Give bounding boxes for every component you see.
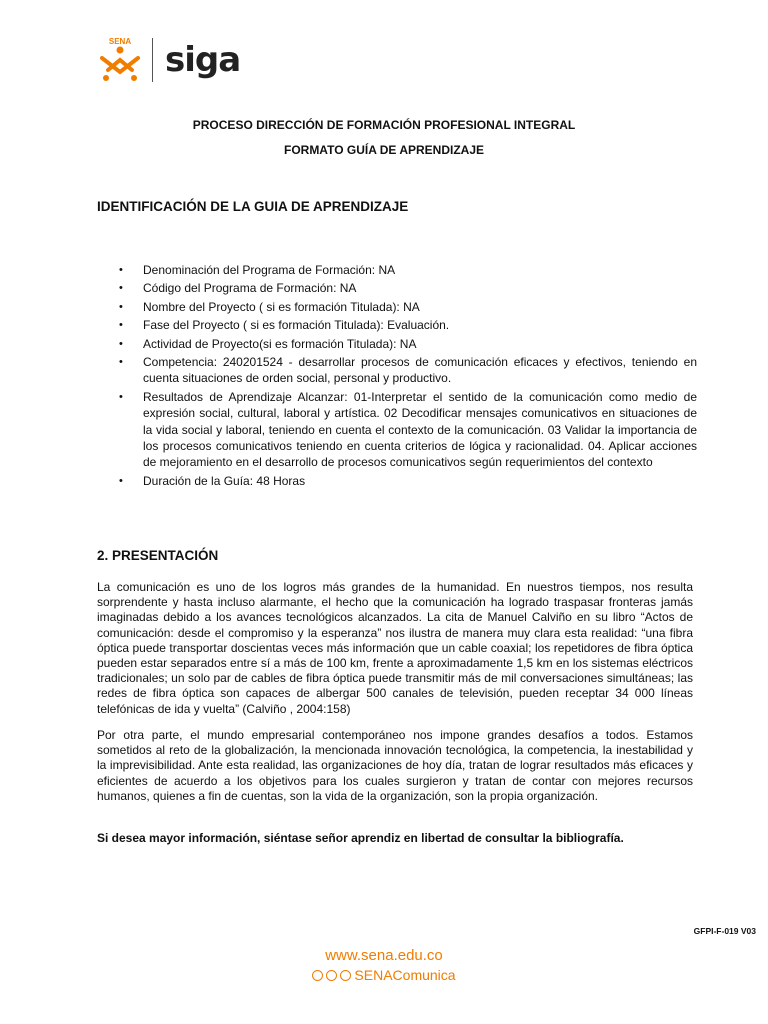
list-item: • Código del Programa de Formación: NA [97, 280, 697, 296]
youtube-icon[interactable] [326, 970, 337, 981]
list-item: • Nombre del Proyecto ( si es formación Titulada): NA [97, 299, 697, 315]
header-logo [96, 36, 240, 84]
identification-heading: IDENTIFICACIÓN DE LA GUIA DE APRENDIZAJE [97, 199, 409, 214]
list-item: • Fase del Proyecto ( si es formación Titulada): Evaluación. [97, 317, 697, 333]
list-item: • Denominación del Programa de Formación: NA [97, 262, 697, 278]
siga-logo: siga [165, 40, 241, 80]
bibliography-note: Si desea mayor información, siéntase señor aprendiz en libertad de consultar la bibliografía. [97, 831, 624, 845]
presentation-paragraph-1: La comunicación es uno de los logros más grandes de la humanidad. En nuestros tiempos, nos resulta sorprendente y hasta incluso alarmante, el hecho que la comunicación ha logrado traspasar fronteras jamás imaginadas debido a los avances tecnológicos alcanzados. La cita de Manuel Calviño en su libro “Actos de comunicación: desde el compromiso y la esperanza” nos ilustra de manera muy clara esta realidad: “una fibra óptica puede transportar doscientas veces más información que un cable coaxial; los repetidores de fibra óptica pueden estar separados entre sí a más de 100 km, frente a aproximadamente 1,5 km en los sistemas eléctricos tradicionales; un solo par de cables de fibra óptica puede transmitir más de mil conversaciones simultáneas; las redes de fibra óptica son capaces de albergar 500 canales de televisión, pueden receptar 34 000 líneas telefónicas de ida y vuelta” (Calviño , 2004:158) [97, 580, 693, 716]
presentation-heading: 2. PRESENTACIÓN [97, 548, 219, 563]
list-item: • Competencia: 240201524 - desarrollar procesos de comunicación eficaces y efectivos, teniendo en cuenta situaciones de orden social, personal y productivo. [97, 354, 697, 387]
footer-url[interactable]: www.sena.edu.co [325, 947, 443, 964]
presentation-paragraph-2: Por otra parte, el mundo empresarial contemporáneo nos impone grandes desafíos a todos. Estamos sometidos al reto de la globalización, la mencionada innovación tecnológica, la competencia, la inestabilidad y la imprevisibilidad. Ante esta realidad, las organizaciones de hoy día, tratan de lograr resultados más eficaces y eficientes de acuerdo a los objetivos para los cuales surgieron y tratan de contar con mejores recursos humanos, quienes a fin de cuentas, son la vida de la organización, son la propia organización. [97, 728, 693, 803]
footer-social[interactable] [0, 967, 768, 983]
logo-divider [152, 38, 153, 82]
document-code: GFPI-F-019 V03 [693, 926, 756, 936]
list-item: • Resultados de Aprendizaje Alcanzar: 01-Interpretar el sentido de la comunicación como medio de expresión social, cultural, laboral y artística. 02 Decodificar mensajes comunicativos en situaciones de la vida social y laboral, teniendo en cuenta el contexto de la comunicación. 03 Validar la importancia de los procesos comunicativos teniendo en cuenta criterios de lógica y racionalidad. 04. Aplicar acciones de mejoramiento en el desarrollo de procesos comunicativos según requerimientos del contexto [97, 389, 697, 471]
process-title: PROCESO DIRECCIÓN DE FORMACIÓN PROFESIONAL INTEGRAL [192, 118, 576, 132]
identification-list [97, 262, 697, 491]
footer-social-handle: SENAComunica [354, 967, 456, 983]
format-title: FORMATO GUÍA DE APRENDIZAJE [283, 143, 484, 157]
sena-logo-icon [96, 36, 144, 84]
list-item: • Actividad de Proyecto(si es formación Titulada): NA [97, 336, 697, 352]
twitter-icon[interactable] [312, 970, 323, 981]
sena-logo-wordmark: SENA [108, 37, 132, 46]
facebook-icon[interactable] [340, 970, 351, 981]
list-item: • Duración de la Guía: 48 Horas [97, 473, 697, 489]
